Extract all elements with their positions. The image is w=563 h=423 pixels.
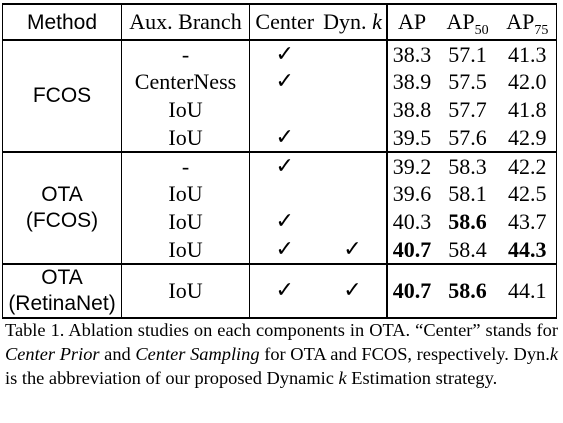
center-check-cell: ✓: [250, 264, 320, 318]
method-label: FCOS: [32, 84, 92, 107]
ap75-cell: 44.1: [499, 264, 557, 318]
table-row: [3, 264, 557, 318]
caption-center-sampling: Center Sampling: [135, 344, 260, 364]
header-ap75-base: AP: [506, 9, 535, 34]
ap-cell: 40.3: [387, 208, 437, 236]
ap75-cell: 41.3: [499, 40, 557, 68]
dyn-k-check-cell: [320, 40, 387, 68]
method-cell: [3, 152, 122, 264]
aux-branch-cell: IoU: [122, 236, 250, 264]
center-check-cell: [250, 96, 320, 124]
ablation-table: [2, 3, 557, 319]
ap50-cell: 58.4: [437, 236, 499, 264]
center-check-cell: ✓: [250, 236, 320, 264]
caption-text-5: Estimation strategy.: [346, 368, 498, 388]
caption-center-prior: Center Prior: [5, 344, 100, 364]
header-ap50-base: AP: [446, 9, 475, 34]
caption-k-2: k: [338, 368, 347, 388]
method-label: (RetinaNet): [8, 292, 116, 315]
header-method: Method: [3, 4, 122, 40]
aux-branch-cell: IoU: [122, 180, 250, 208]
table-row: [3, 152, 557, 180]
ap75-cell: 43.7: [499, 208, 557, 236]
ap75-cell: 42.2: [499, 152, 557, 180]
ap-cell: 40.7: [387, 236, 437, 264]
dyn-k-check-cell: ✓: [320, 236, 387, 264]
method-label: (FCOS): [25, 209, 99, 232]
ap-cell: 39.5: [387, 124, 437, 152]
method-cell: [3, 264, 122, 318]
ap75-cell: 42.0: [499, 68, 557, 96]
caption-text-2: and: [99, 344, 136, 364]
header-ap50: [437, 4, 499, 40]
header-row: [3, 4, 557, 40]
ap50-cell: 57.5: [448, 69, 487, 94]
dyn-k-check-cell: [320, 208, 387, 236]
method-label: OTA: [41, 183, 83, 206]
aux-branch-cell: IoU: [122, 124, 250, 152]
ap-cell: 40.7: [387, 264, 437, 318]
caption-text-3: for OTA and FCOS, respectively. Dyn.: [259, 344, 550, 364]
aux-branch-cell: CenterNess: [122, 68, 250, 96]
aux-branch-cell: -: [122, 40, 250, 68]
header-center: Center: [250, 4, 320, 40]
ap75-cell: 42.5: [499, 180, 557, 208]
aux-branch-cell: IoU: [122, 96, 250, 124]
caption-text-4: is the abbreviation of our proposed Dynamic: [5, 368, 339, 388]
header-aux-branch: Aux. Branch: [122, 4, 250, 40]
ap50-cell: 58.6: [448, 209, 487, 234]
header-dyn-label: Dyn.: [323, 9, 367, 34]
ap75-cell: 44.3: [499, 236, 557, 264]
ap-cell: 39.2: [387, 152, 437, 180]
ap-cell: 38.3: [387, 40, 437, 68]
dyn-k-check-cell: ✓: [320, 264, 387, 318]
ap-cell: 39.6: [387, 180, 437, 208]
center-check-cell: ✓: [275, 41, 294, 67]
center-check-cell: ✓: [275, 69, 294, 94]
center-check-cell: ✓: [275, 153, 294, 179]
header-ap75-sub: 75: [534, 23, 549, 38]
header-ap: AP: [387, 4, 437, 40]
dyn-k-check-cell: [320, 68, 387, 96]
ap50-cell: 58.3: [448, 153, 487, 179]
header-ap75: [499, 4, 557, 40]
method-cell: [3, 40, 122, 152]
aux-branch-cell: IoU: [122, 208, 250, 236]
header-ap50-sub: 50: [474, 23, 489, 38]
ap50-cell: 58.1: [448, 181, 487, 206]
method-label: OTA: [41, 266, 83, 289]
table-caption: [5, 318, 558, 390]
ap50-cell: 57.6: [437, 124, 499, 152]
ap75-cell: 42.9: [499, 124, 557, 152]
dyn-k-check-cell: [320, 180, 387, 208]
ap50-cell: 58.6: [437, 264, 499, 318]
table-body: [3, 40, 557, 318]
caption-k-1: k: [549, 344, 558, 364]
ap-cell: 38.8: [387, 96, 437, 124]
dyn-k-check-cell: [320, 124, 387, 152]
caption-text-1: Table 1. Ablation studies on each components in OTA. “Center” stands for: [5, 320, 558, 340]
table-row: [3, 40, 557, 68]
aux-branch-cell: IoU: [122, 264, 250, 318]
aux-branch-cell: -: [122, 152, 250, 180]
ap-cell: 38.9: [387, 68, 437, 96]
dyn-k-check-cell: [320, 96, 387, 124]
ap50-cell: 57.7: [448, 97, 487, 122]
center-check-cell: [250, 180, 320, 208]
ap50-cell: 57.1: [448, 41, 487, 67]
header-dyn-k-symbol: k: [372, 9, 382, 34]
header-dyn-k: [320, 4, 387, 40]
center-check-cell: ✓: [275, 209, 294, 234]
center-check-cell: ✓: [250, 124, 320, 152]
dyn-k-check-cell: [320, 152, 387, 180]
ap75-cell: 41.8: [499, 96, 557, 124]
